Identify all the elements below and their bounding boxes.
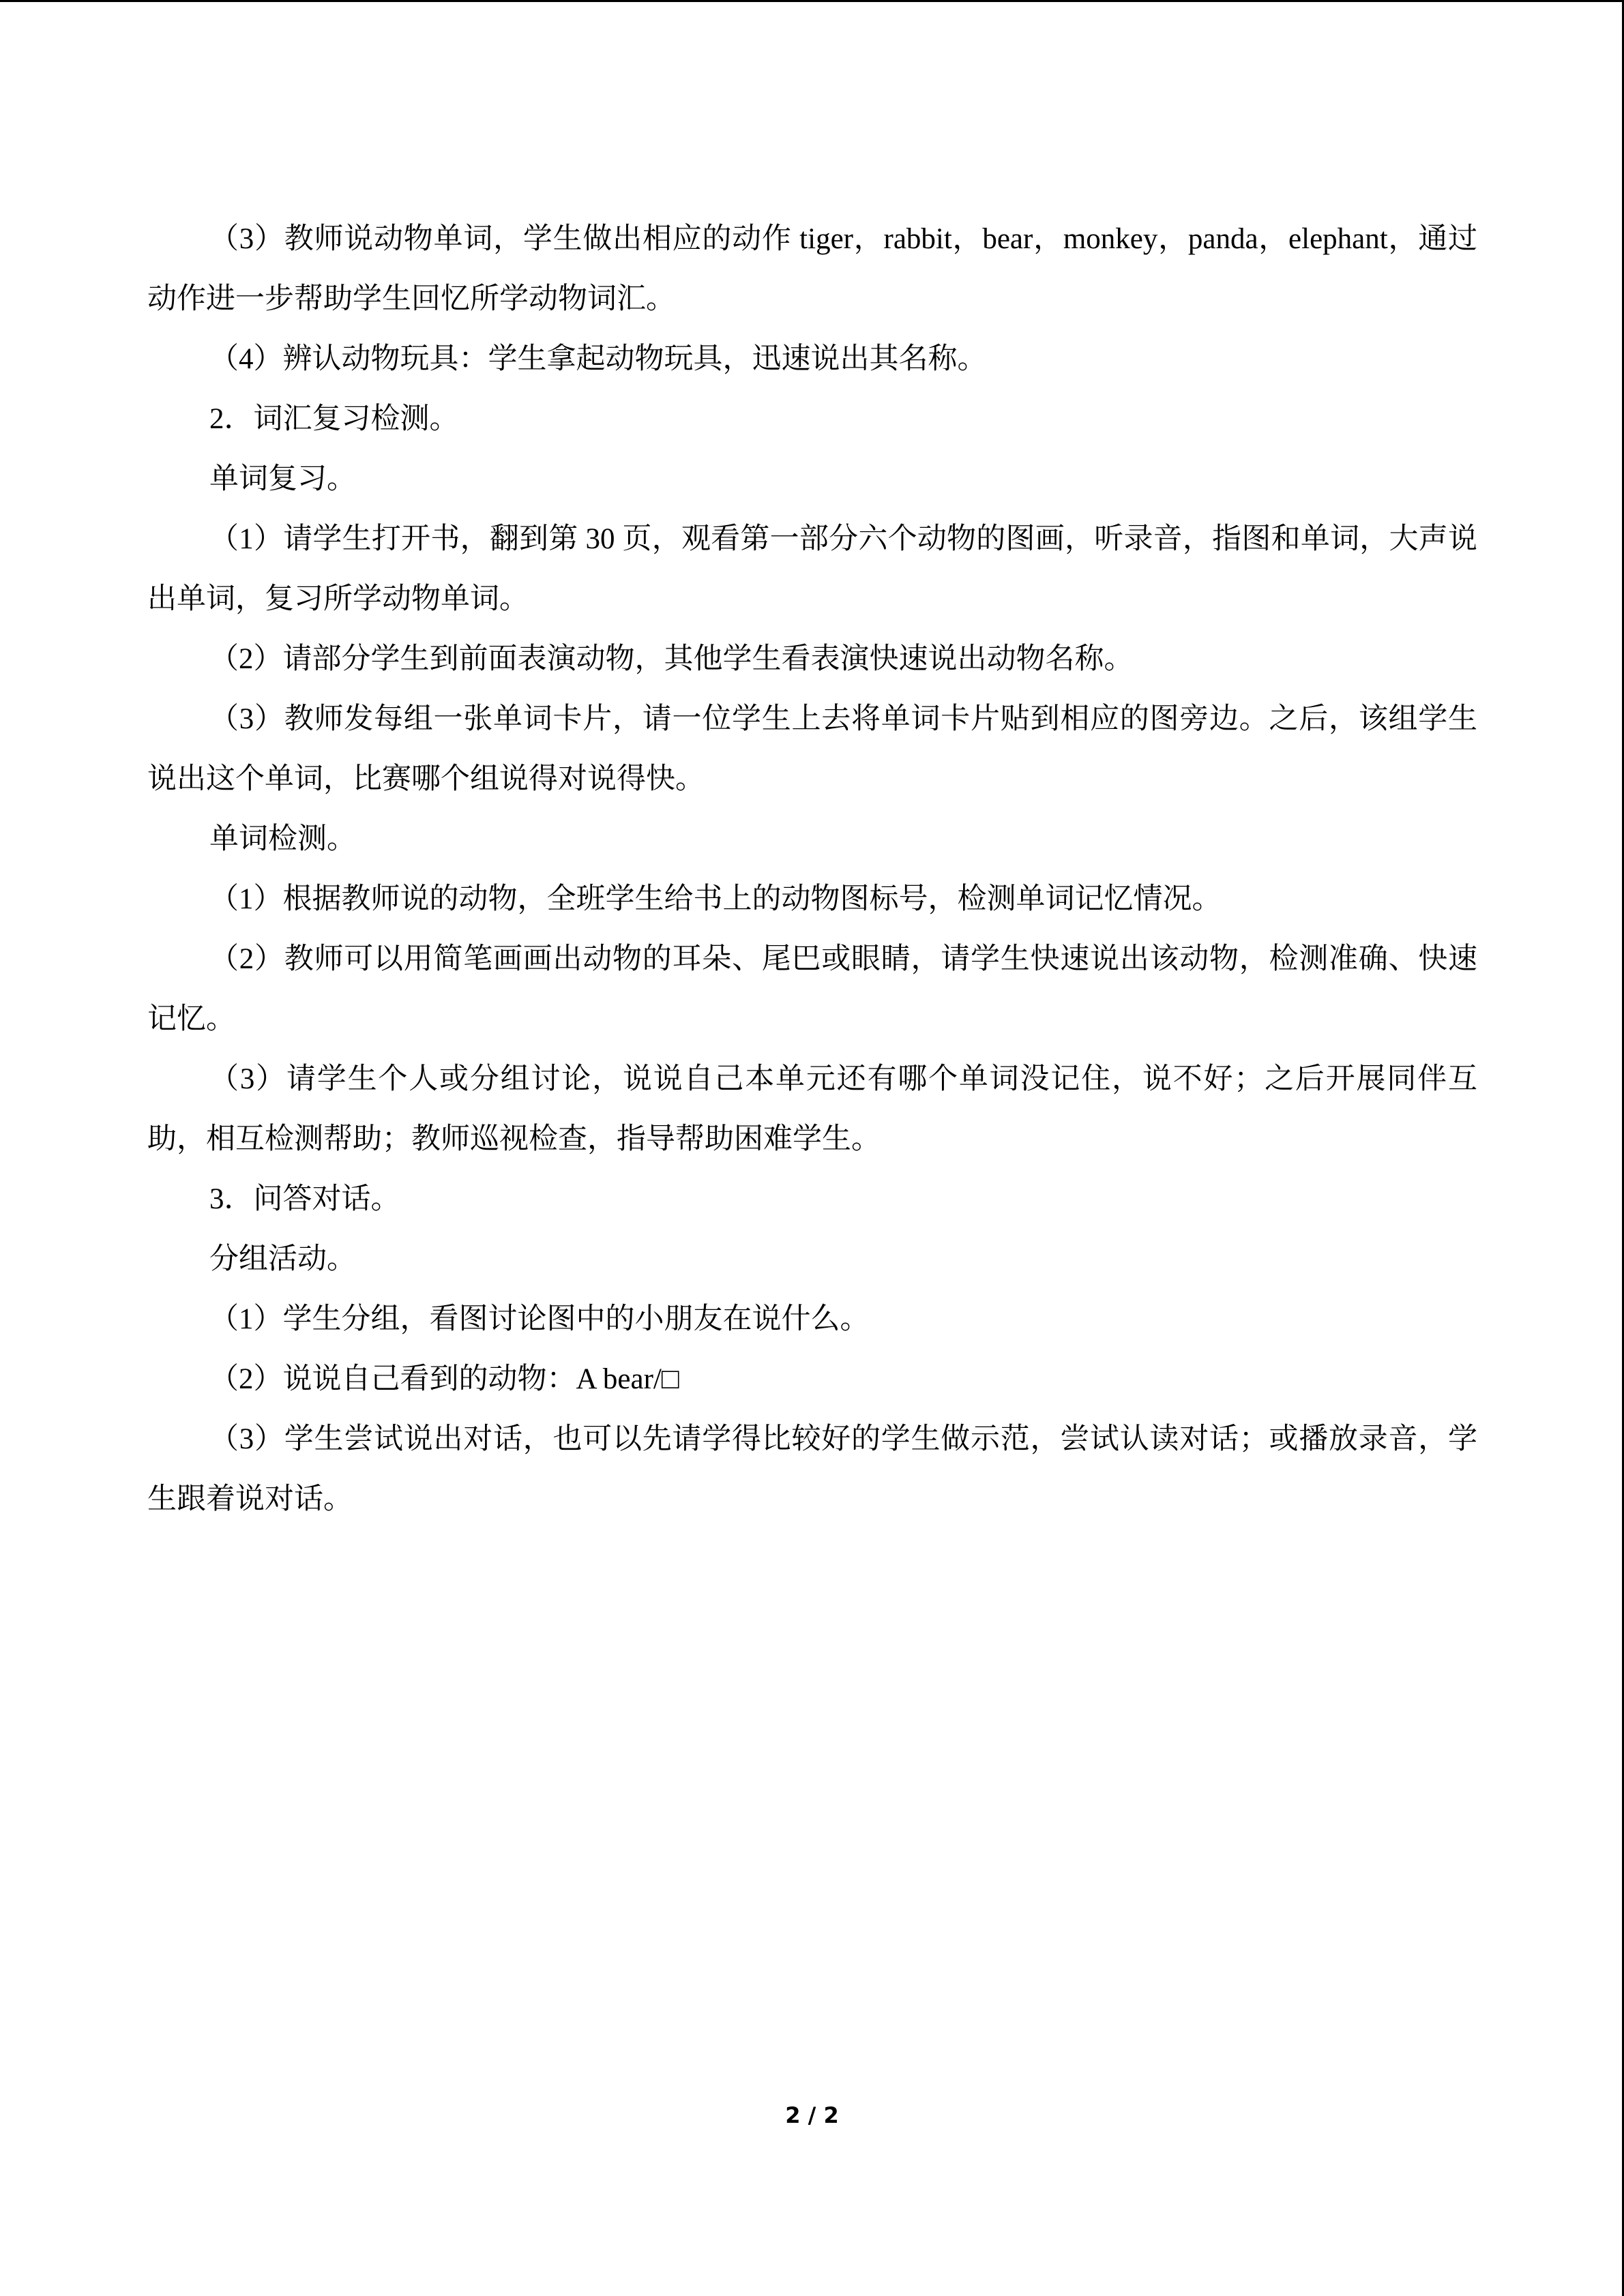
paragraph-discuss-picture: （1）学生分组，看图讨论图中的小朋友在说什么。	[209, 1303, 870, 1335]
subheading-word-review: 单词复习。	[209, 463, 356, 495]
section-heading-vocabulary: 2．词汇复习检测。	[209, 403, 459, 435]
document-body	[147, 209, 1477, 1530]
subheading-group-activity: 分组活动。	[209, 1243, 356, 1275]
subheading-word-check: 单词检测。	[209, 823, 356, 855]
paragraph-open-book: （1）请学生打开书，翻到第 30 页，观看第一部分六个动物的图画，听录音，指图和单词，大声说出单词，复习所学动物单词。	[147, 523, 1477, 615]
paragraph-sketch-animals: （2）教师可以用简笔画画出动物的耳朵、尾巴或眼睛，请学生快速说出该动物，检测准确、快速记忆。	[147, 943, 1477, 1035]
section-heading-dialogue: 3．问答对话。	[209, 1183, 400, 1215]
paragraph-try-dialogue: （3）学生尝试说出对话，也可以先请学得比较好的学生做示范，尝试认读对话；或播放录音，学生跟着说对话。	[147, 1423, 1477, 1515]
paragraph-say-animals: （2）说说自己看到的动物：A bear/□	[209, 1363, 679, 1395]
paragraph-word-cards: （3）教师发每组一张单词卡片，请一位学生上去将单词卡片贴到相应的图旁边。之后，该组学生说出这个单词，比赛哪个组说得对说得快。	[147, 703, 1477, 795]
paragraph-review-actions: （3）教师说动物单词，学生做出相应的动作 tiger，rabbit，bear，monkey，panda，elephant，通过动作进一步帮助学生回忆所学动物词汇。	[147, 223, 1477, 315]
page-number: 2 / 2	[785, 2102, 839, 2128]
paragraph-number-pictures: （1）根据教师说的动物，全班学生给书上的动物图标号，检测单词记忆情况。	[209, 883, 1222, 915]
paragraph-identify-toys: （4）辨认动物玩具：学生拿起动物玩具，迅速说出其名称。	[209, 343, 987, 375]
paragraph-act-animals: （2）请部分学生到前面表演动物，其他学生看表演快速说出动物名称。	[209, 643, 1134, 675]
paragraph-group-discussion: （3）请学生个人或分组讨论，说说自己本单元还有哪个单词没记住，说不好；之后开展同伴互助，相互检测帮助；教师巡视检查，指导帮助困难学生。	[147, 1063, 1477, 1155]
